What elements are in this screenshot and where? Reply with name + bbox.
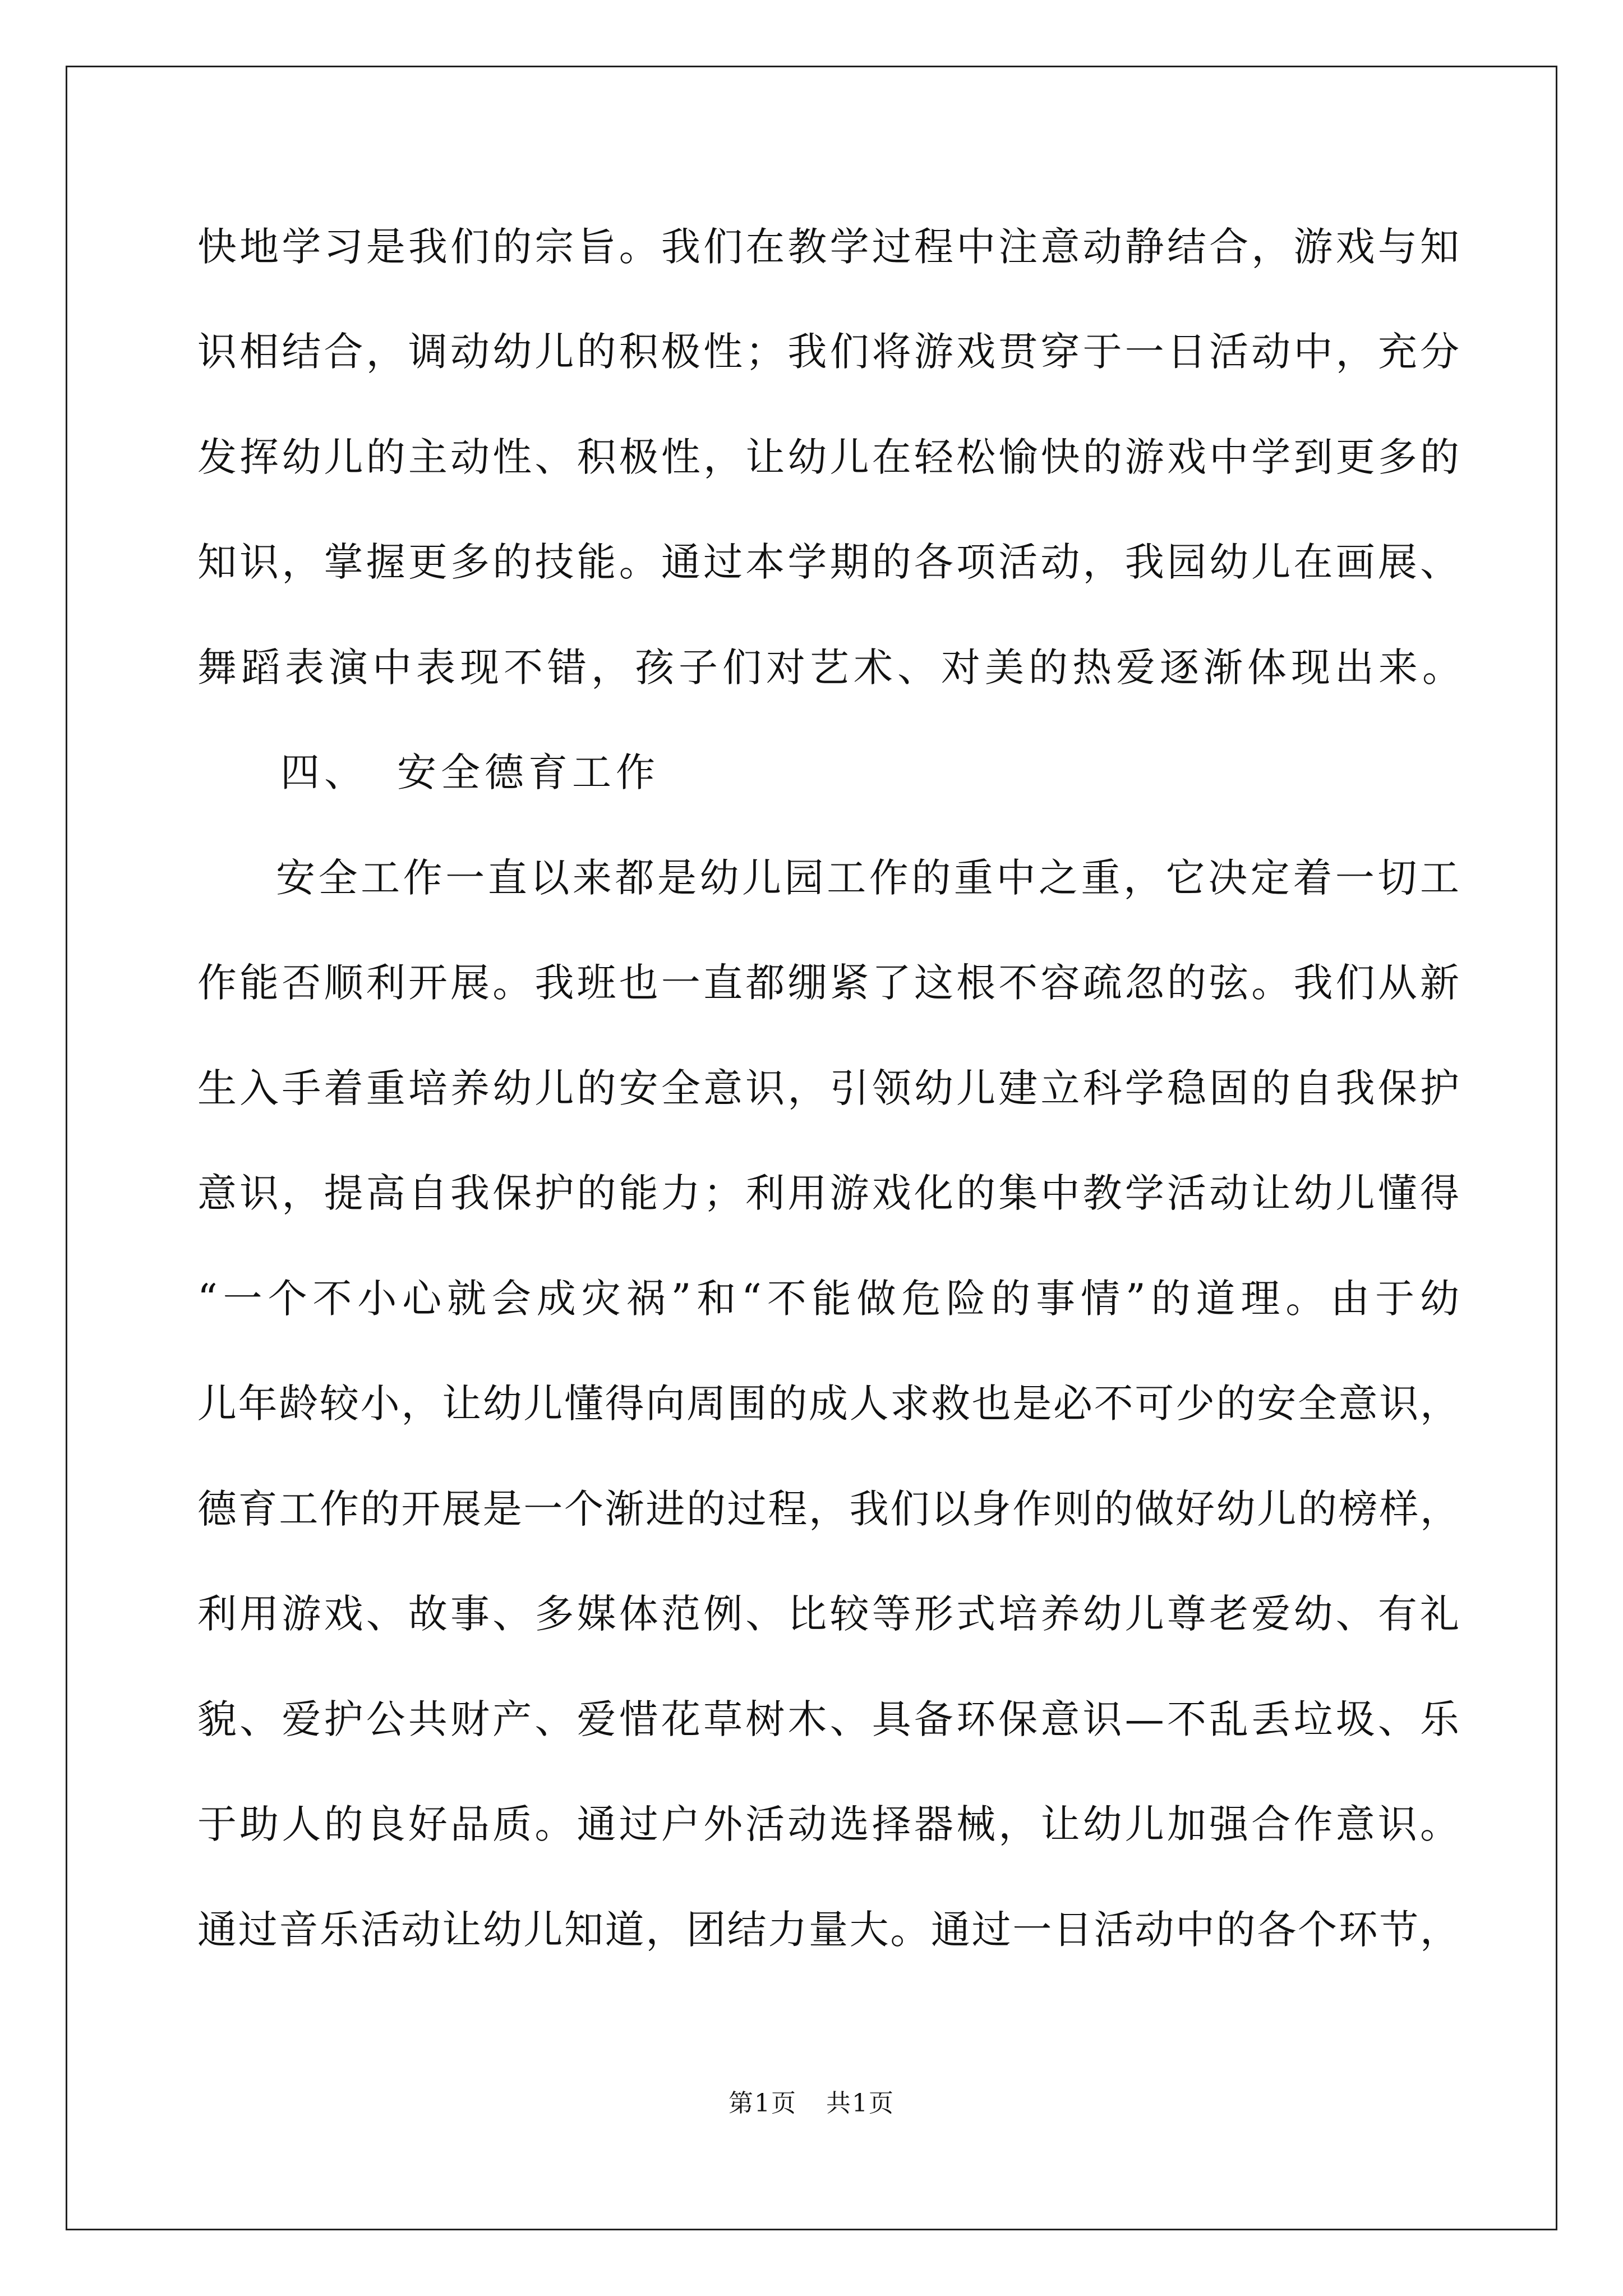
section-number: 四、	[280, 749, 368, 795]
paragraph2-line-8: 利用游戏、故事、多媒体范例、比较等形式培养幼儿尊老爱幼、有礼	[197, 1591, 1459, 1637]
section-heading	[280, 744, 660, 800]
paragraph2-line-1: 安全工作一直以来都是幼儿园工作的重中之重，它决定着一切工	[276, 855, 1459, 901]
page-footer	[0, 2087, 1623, 2120]
paragraph2-line-10: 于助人的良好品质。通过户外活动选择器械，让幼儿加强合作意识。	[197, 1801, 1459, 1847]
paragraph1-line-4: 知识，掌握更多的技能。通过本学期的各项活动，我园幼儿在画展、	[197, 539, 1459, 585]
paragraph1-line-3: 发挥幼儿的主动性、积极性，让幼儿在轻松愉快的游戏中学到更多的	[197, 434, 1459, 480]
paragraph2-line-6: 儿年龄较小，让幼儿懂得向周围的成人求救也是必不可少的安全意识，	[197, 1381, 1459, 1427]
paragraph2-line-11: 通过音乐活动让幼儿知道，团结力量大。通过一日活动中的各个环节，	[197, 1907, 1459, 1953]
page-total-label: 共1页	[826, 2089, 895, 2118]
paragraph1-line-5: 舞蹈表演中表现不错，孩子们对艺术、对美的热爱逐渐体现出来。	[197, 645, 1466, 691]
paragraph2-line-2: 作能否顺利开展。我班也一直都绷紧了这根不容疏忽的弦。我们从新	[197, 960, 1459, 1006]
paragraph2-line-4: 意识，提高自我保护的能力；利用游戏化的集中教学活动让幼儿懂得	[197, 1170, 1459, 1216]
paragraph2-line-3: 生入手着重培养幼儿的安全意识，引领幼儿建立科学稳固的自我保护	[197, 1065, 1459, 1111]
paragraph1-line-2: 识相结合，调动幼儿的积极性；我们将游戏贯穿于一日活动中，充分	[197, 329, 1459, 375]
paragraph1-line-1: 快地学习是我们的宗旨。我们在教学过程中注意动静结合，游戏与知	[197, 224, 1459, 270]
page-number-label: 第1页	[728, 2089, 797, 2118]
paragraph2-line-9: 貌、爱护公共财产、爱惜花草树木、具备环保意识—不乱丢垃圾、乐	[197, 1696, 1459, 1742]
section-title: 安全德育工作	[397, 749, 660, 795]
paragraph2-line-5: “一个不小心就会成灾祸”和“不能做危险的事情”的道理。由于幼	[197, 1276, 1459, 1322]
paragraph2-line-7: 德育工作的开展是一个渐进的过程，我们以身作则的做好幼儿的榜样，	[197, 1486, 1459, 1532]
